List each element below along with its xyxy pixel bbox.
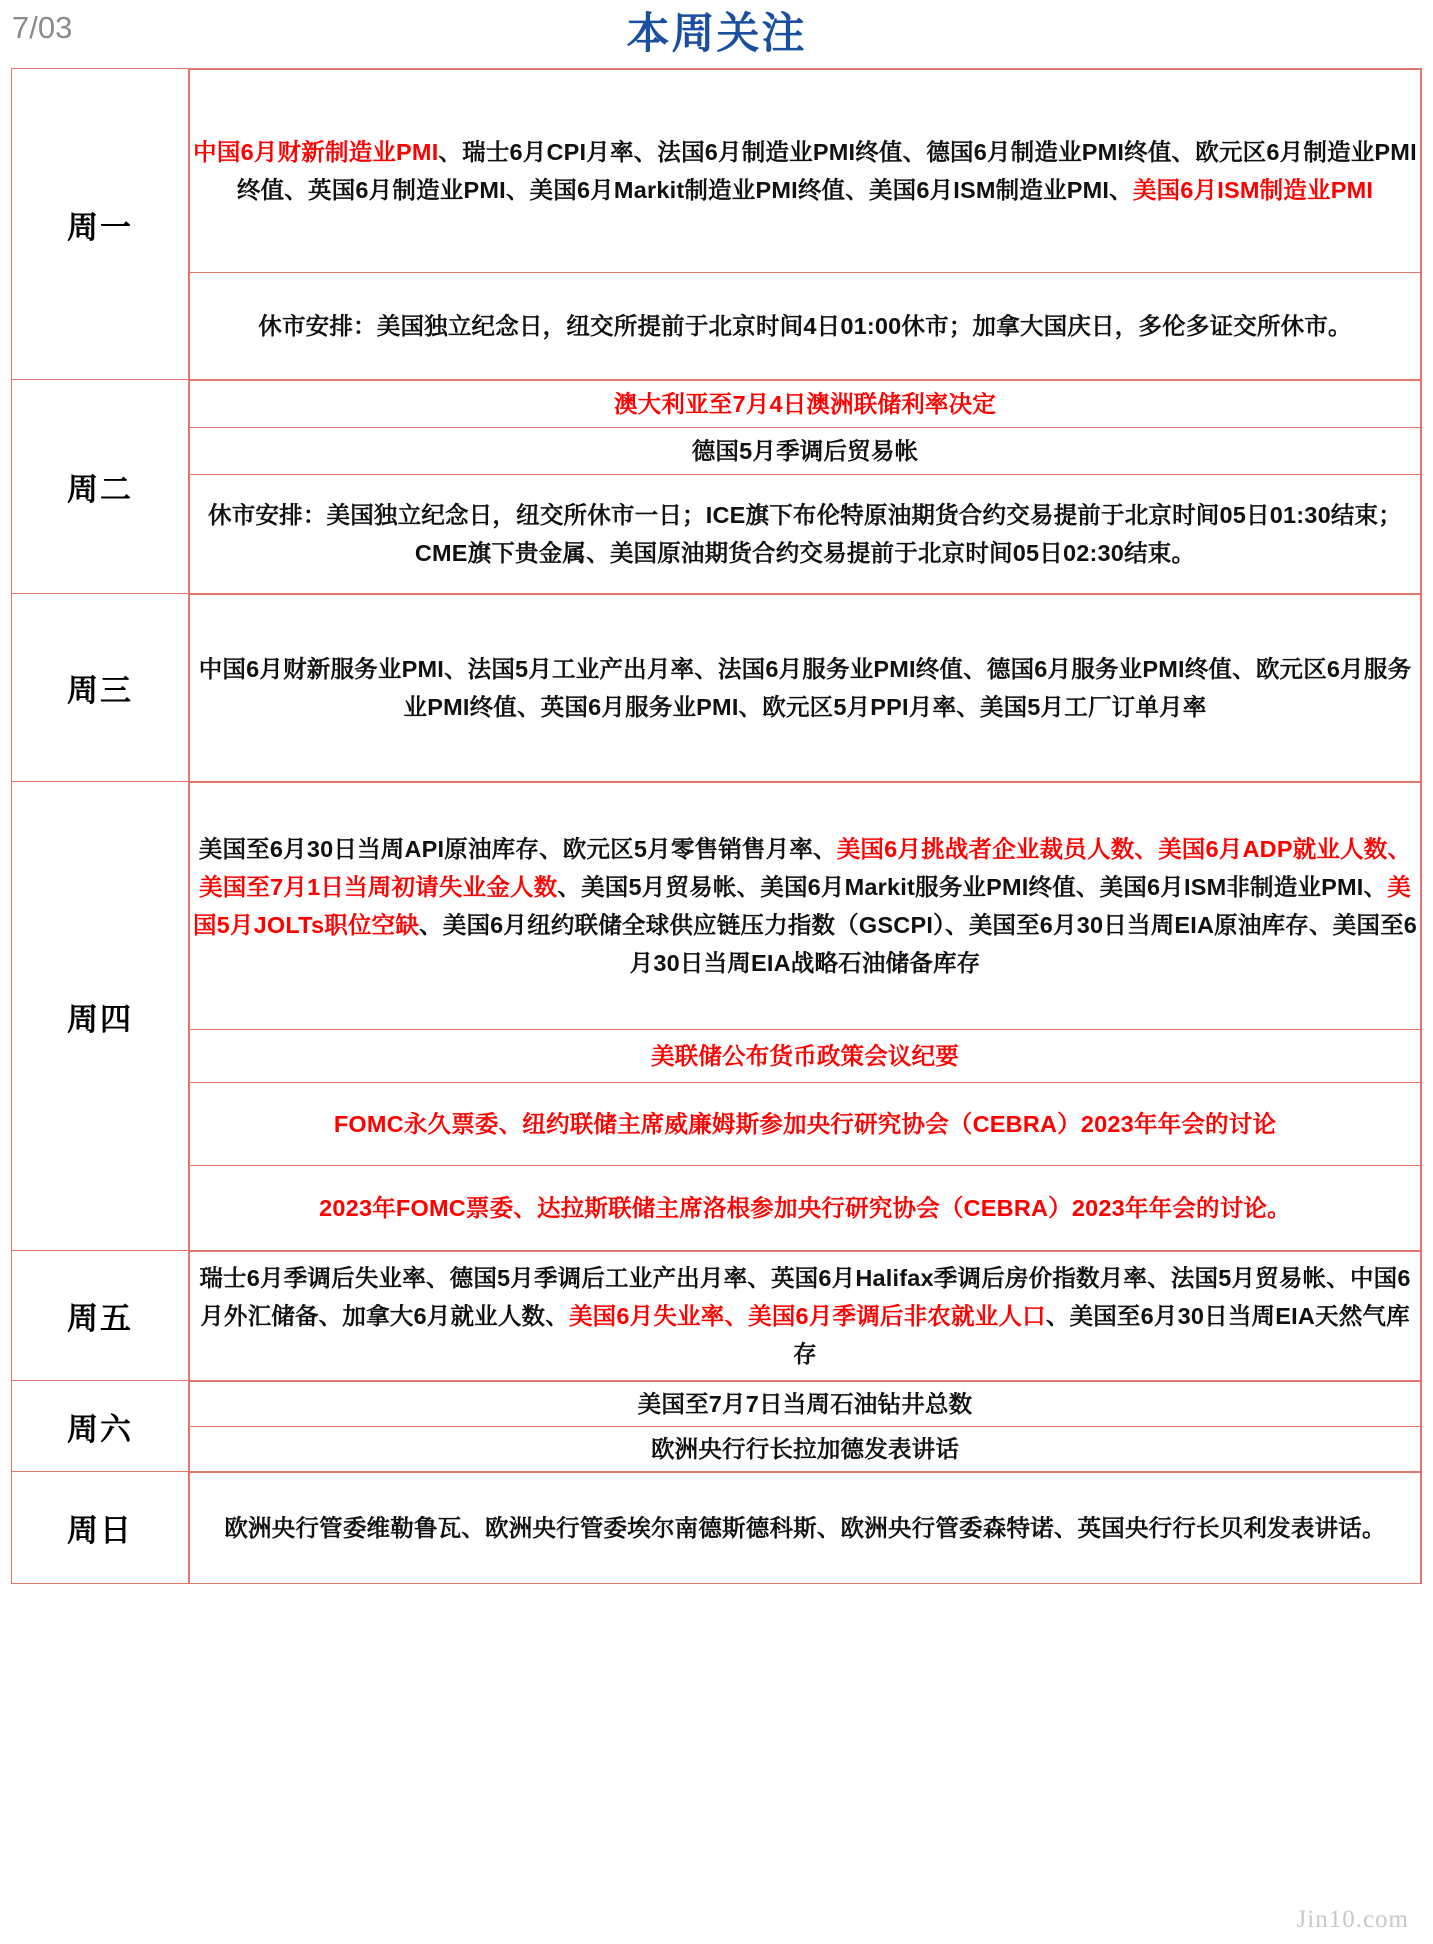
day-content-saturday [189, 1381, 1422, 1472]
date-label: 7/03 [12, 10, 73, 45]
event-text-highlight: 中国6月财新制造业PMI [193, 138, 439, 165]
event-text: 、瑞士6月CPI月率、法国6月制造业PMI终值、德国6月制造业PMI终值、欧元区6月制造业PMI终值、英国6月制造业PMI、美国6月Markit制造业PMI终值、美国6月ISM制造业PMI、 [236, 138, 1417, 203]
event-line [190, 1252, 1421, 1381]
event-line [190, 1382, 1421, 1427]
event-text: 中国6月财新服务业PMI、法国5月工业产出月率、法国6月服务业PMI终值、德国6月服务业PMI终值、欧元区6月服务业PMI终值、英国6月服务业PMI、欧元区5月PPI月率、美国5月工厂订单月率 [198, 655, 1412, 720]
table-row [12, 1472, 1422, 1584]
event-line [190, 70, 1421, 273]
event-line [190, 783, 1421, 1030]
day-content-tuesday [189, 380, 1422, 594]
day-content-monday [189, 69, 1422, 380]
event-line [190, 1083, 1421, 1166]
event-text: 、美国至6月30日当周EIA天然气库存 [793, 1302, 1410, 1368]
event-line [190, 1427, 1421, 1472]
day-label-tuesday: 周二 [12, 380, 189, 594]
day-label-friday: 周五 [12, 1251, 189, 1381]
day-label-wednesday: 周三 [12, 594, 189, 782]
table-row [12, 69, 1422, 380]
event-text: 美国至6月30日当周API原油库存、欧元区5月零售销售月率、 [198, 835, 837, 862]
day-content-sunday [189, 1472, 1422, 1584]
event-text: 、美国6月纽约联储全球供应链压力指数（GSCPI）、美国至6月30日当周EIA原油库存、美国至6月30日当周EIA战略石油储备库存 [419, 912, 1418, 977]
event-text: 德国5月季调后贸易帐 [691, 437, 919, 464]
event-line [190, 428, 1421, 475]
table-row [12, 1381, 1422, 1472]
event-text-highlight: 美国6月挑战者企业裁员人数、美国6月ADP就业人数、美国至7月1日当周初请失业金人数 [199, 835, 1412, 900]
table-row [12, 594, 1422, 782]
event-text: 瑞士6月季调后失业率、德国5月季调后工业产出月率、英国6月Halifax季调后房价指数月率、法国5月贸易帐、中国6月外汇储备、加拿大6月就业人数、 [199, 1264, 1411, 1329]
event-text-highlight: FOMC永久票委、纽约联储主席威廉姆斯参加央行研究协会（CEBRA）2023年年会的讨论 [333, 1110, 1277, 1137]
event-line [190, 1166, 1421, 1251]
event-line [190, 1473, 1421, 1584]
event-line [190, 273, 1421, 380]
day-label-monday: 周一 [12, 69, 189, 380]
event-text-highlight: 美国6月ISM制造业PMI [1132, 177, 1374, 203]
watermark-label: Jin10.com [1296, 1906, 1409, 1933]
table-row [12, 782, 1422, 1251]
table-row [12, 1251, 1422, 1381]
event-text: 欧洲央行管委维勒鲁瓦、欧洲央行管委埃尔南德斯德科斯、欧洲央行管委森特诺、英国央行行长贝利发表讲话。 [224, 1514, 1386, 1541]
event-text-highlight: 美国6月失业率、美国6月季调后非农就业人口 [568, 1302, 1046, 1329]
event-text-highlight: 澳大利亚至7月4日澳洲联储利率决定 [613, 390, 997, 417]
event-line [190, 475, 1421, 594]
day-content-wednesday [189, 594, 1422, 782]
day-label-thursday: 周四 [12, 782, 189, 1251]
event-text-highlight: 美联储公布货币政策会议纪要 [650, 1042, 960, 1069]
page-title: 本周关注 [626, 10, 807, 58]
event-text-highlight: 美国5月JOLTs职位空缺 [192, 873, 1411, 938]
event-line [190, 595, 1421, 782]
event-text: 美国至7月7日当周石油钻井总数 [637, 1390, 973, 1417]
event-line [190, 381, 1421, 428]
day-label-saturday: 周六 [12, 1381, 189, 1472]
event-text-highlight: 2023年FOMC票委、达拉斯联储主席洛根参加央行研究协会（CEBRA）2023年年会的讨论。 [319, 1194, 1291, 1221]
event-text: 休市安排：美国独立纪念日，纽交所提前于北京时间4日01:00休市；加拿大国庆日，多伦多证交所休市。 [258, 312, 1352, 339]
event-text: 欧洲央行行长拉加德发表讲话 [650, 1435, 960, 1462]
table-row [12, 380, 1422, 594]
page-header [0, 0, 1433, 68]
event-text: 、美国5月贸易帐、美国6月Markit服务业PMI终值、美国6月ISM非制造业PMI、 [557, 873, 1388, 900]
event-line [190, 1030, 1421, 1083]
day-content-friday [189, 1251, 1422, 1381]
day-label-sunday: 周日 [12, 1472, 189, 1584]
event-text: 休市安排：美国独立纪念日，纽交所休市一日；ICE旗下布伦特原油期货合约交易提前于北京时间05日01:30结束；CME旗下贵金属、美国原油期货合约交易提前于北京时间05日02:30结束。 [208, 501, 1402, 566]
day-content-thursday [189, 782, 1422, 1251]
schedule-table [11, 68, 1422, 1584]
